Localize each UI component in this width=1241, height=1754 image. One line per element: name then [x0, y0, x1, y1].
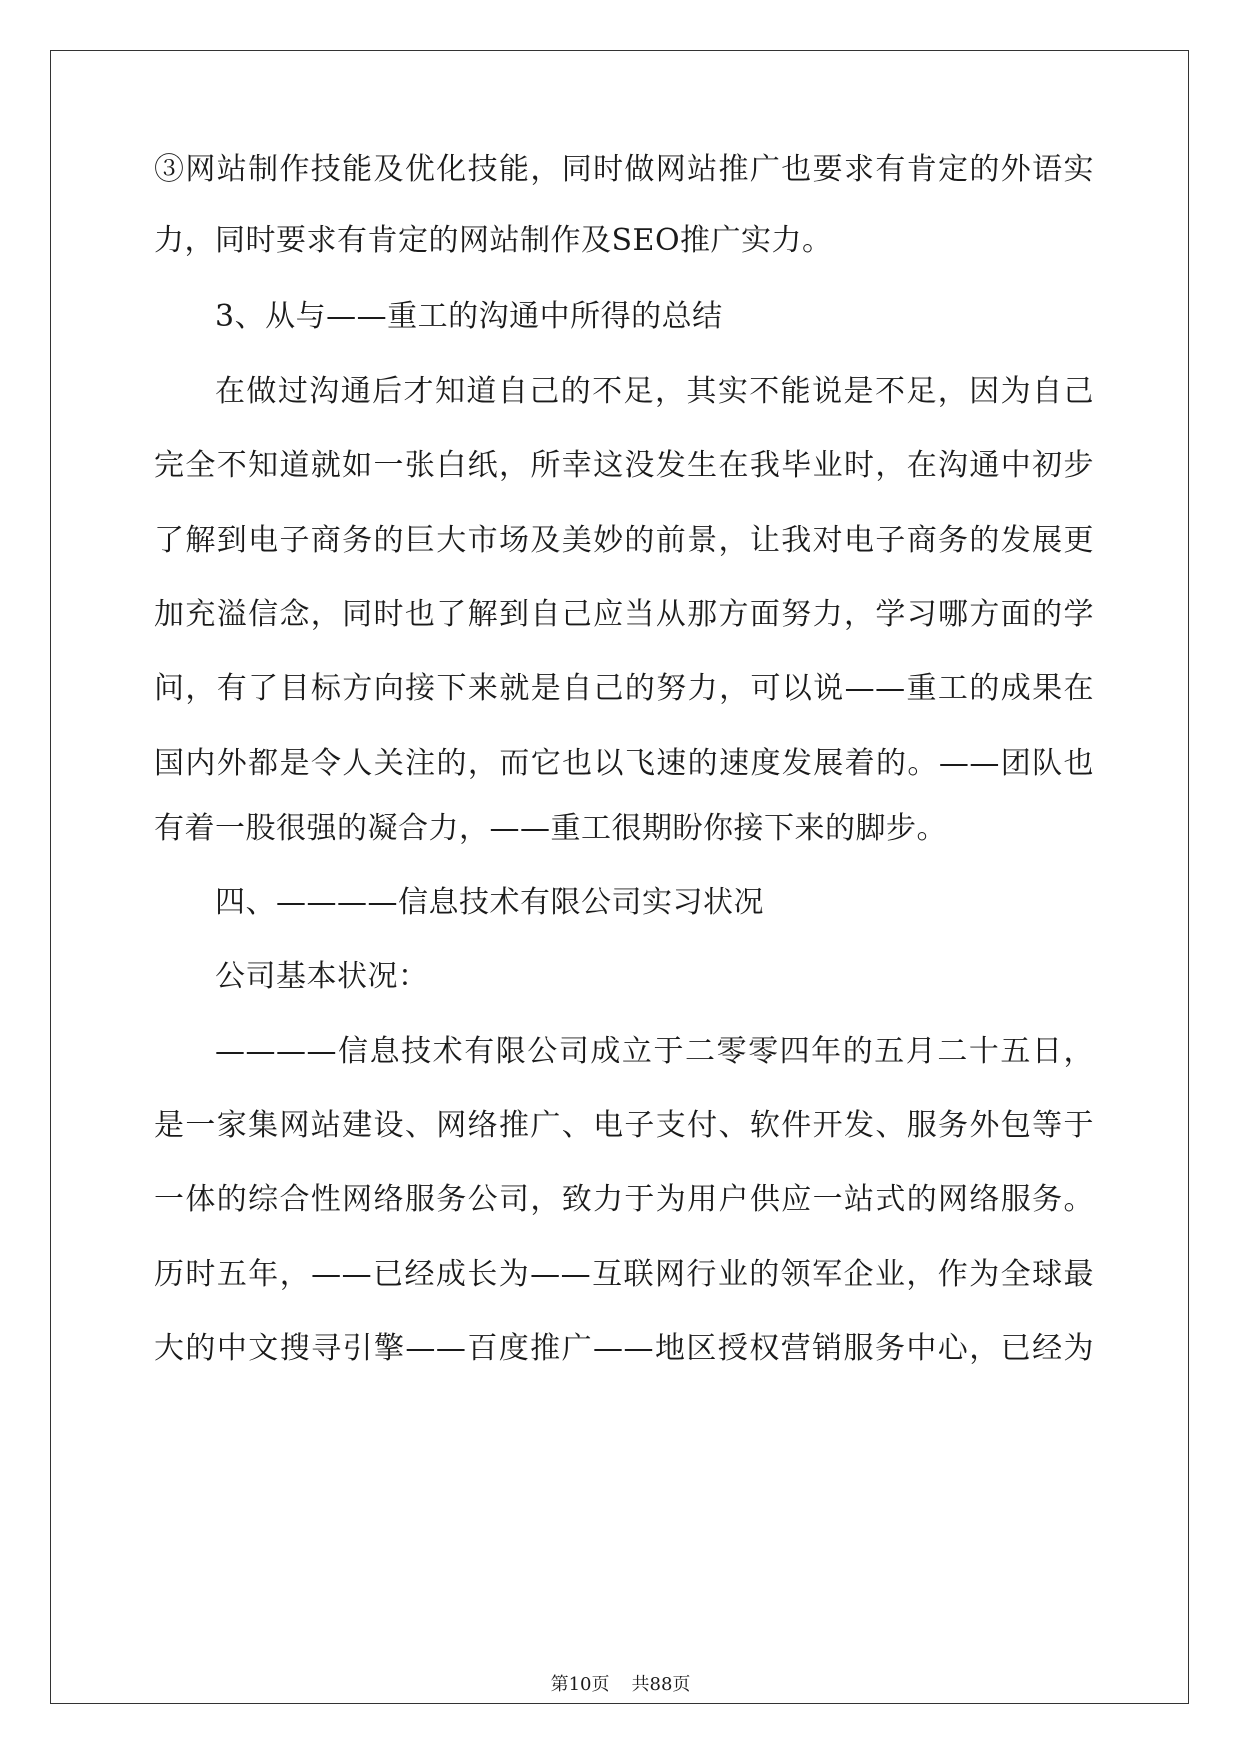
- total-pages: 88: [649, 1674, 673, 1695]
- body-line: 问，有了目标方向接下来就是自己的努力，可以说——重工的成果在: [154, 671, 1094, 706]
- section-heading: 3、从与——重工的沟通中所得的总结: [215, 299, 723, 334]
- body-line: 历时五年，——已经成长为——互联网行业的领军企业，作为全球最: [154, 1257, 1094, 1292]
- body-line: 一体的综合性网络服务公司，致力于为用户供应一站式的网络服务。: [154, 1182, 1094, 1217]
- total-suffix: 页: [672, 1674, 691, 1695]
- body-line: 国内外都是令人关注的，而它也以飞速的速度发展着的。——团队也: [154, 746, 1094, 781]
- body-line: 完全不知道就如一张白纸，所幸这没发生在我毕业时，在沟通中初步: [154, 448, 1094, 483]
- page-footer: [0, 1673, 1241, 1697]
- body-line: ③网站制作技能及优化技能，同时做网站推广也要求有肯定的外语实: [154, 152, 1094, 187]
- total-prefix: 共: [631, 1674, 650, 1695]
- body-line: 是一家集网站建设、网络推广、电子支付、软件开发、服务外包等于: [154, 1108, 1094, 1143]
- page-number: 10: [568, 1674, 592, 1695]
- body-line: 力，同时要求有肯定的网站制作及SEO推广实力。: [154, 223, 833, 258]
- page-prefix: 第: [550, 1674, 569, 1695]
- body-line: 在做过沟通后才知道自己的不足，其实不能说是不足，因为自己: [215, 374, 1094, 409]
- section-heading: 四、————信息技术有限公司实习状况: [215, 885, 764, 920]
- body-line: 大的中文搜寻引擎——百度推广——地区授权营销服务中心，已经为: [154, 1331, 1094, 1366]
- subsection-heading: 公司基本状况：: [215, 959, 429, 994]
- body-line: 有着一股很强的凝合力，——重工很期盼你接下来的脚步。: [154, 811, 947, 846]
- body-line: 了解到电子商务的巨大市场及美妙的前景，让我对电子商务的发展更: [154, 523, 1094, 558]
- body-line: ————信息技术有限公司成立于二零零四年的五月二十五日，: [215, 1034, 1094, 1069]
- body-line: 加充溢信念，同时也了解到自己应当从那方面努力，学习哪方面的学: [154, 597, 1094, 632]
- page-suffix: 页: [591, 1674, 610, 1695]
